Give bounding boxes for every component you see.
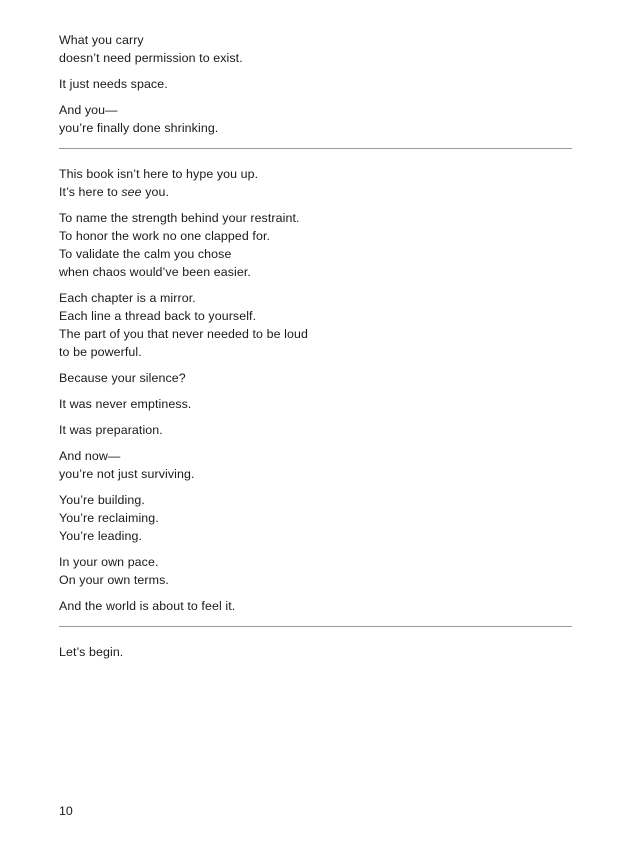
text-line-segment: Each chapter is a mirror. [59,291,196,305]
emphasized-text: see [121,185,142,199]
paragraph [59,553,572,589]
text-line-segment: What you carry [59,33,144,47]
text-line-segment: Let’s begin. [59,645,124,659]
text-line-segment: you’re not just surviving. [59,467,195,481]
text-line-segment: You’re leading. [59,529,143,543]
paragraph [59,289,572,361]
page-number: 10 [59,804,73,818]
text-line-segment: And now— [59,449,121,463]
paragraph [59,75,572,93]
text-line-segment: On your own terms. [59,573,169,587]
text-line-segment: Each line a thread back to yourself. [59,309,257,323]
page-content [59,31,572,669]
text-line-segment: To honor the work no one clapped for. [59,229,271,243]
text-line-segment: In your own pace. [59,555,159,569]
paragraph [59,597,572,615]
text-line-segment: The part of you that never needed to be loud [59,327,308,341]
paragraph [59,31,572,67]
section-divider [59,626,572,627]
text-line-segment: It just needs space. [59,77,168,91]
paragraph [59,421,572,439]
text-line-segment: Because your silence? [59,371,186,385]
text-line-segment: doesn’t need permission to exist. [59,51,243,65]
paragraph [59,209,572,281]
paragraph [59,395,572,413]
text-line-segment: when chaos would’ve been easier. [59,265,251,279]
text-line-segment: To name the strength behind your restraint. [59,211,300,225]
paragraph [59,369,572,387]
paragraph [59,643,572,661]
text-line-segment: And you— [59,103,118,117]
paragraph [59,491,572,545]
text-line-segment: It was never emptiness. [59,397,192,411]
paragraph [59,101,572,137]
text-line-segment: It’s here to [59,185,122,199]
paragraph [59,447,572,483]
text-line-segment: This book isn’t here to hype you up. [59,167,259,181]
text-line-segment: You’re reclaiming. [59,511,159,525]
text-line-segment: you. [141,185,170,199]
text-line-segment: And the world is about to feel it. [59,599,236,613]
text-line-segment: To validate the calm you chose [59,247,232,261]
section-divider [59,148,572,149]
text-line-segment: you’re finally done shrinking. [59,121,219,135]
text-line-segment: You’re building. [59,493,145,507]
paragraph [59,165,572,201]
text-line-segment: to be powerful. [59,345,142,359]
text-line-segment: It was preparation. [59,423,163,437]
